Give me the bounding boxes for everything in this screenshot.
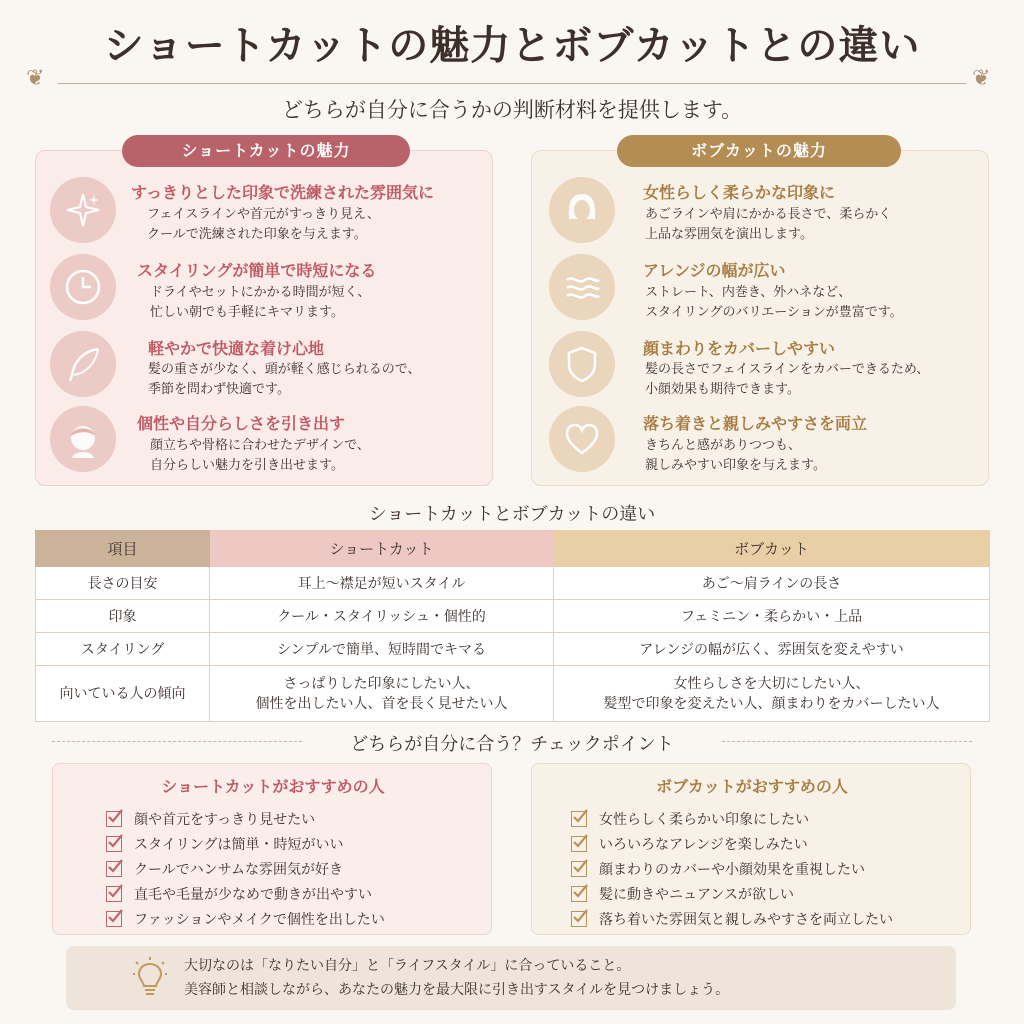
check-item <box>106 906 385 931</box>
feather-icon <box>50 331 116 397</box>
table-row <box>36 666 990 722</box>
bob-appeal-label: ボブカットの魅力 <box>617 135 901 167</box>
bob-feature-title: アレンジの幅が広い <box>643 261 786 280</box>
leaf-ornament-left-icon: ❦ <box>26 66 45 91</box>
footer-text <box>184 954 729 1002</box>
table-row <box>36 567 990 600</box>
advice-footer <box>66 946 956 1010</box>
short-appeal-label: ショートカットの魅力 <box>122 135 410 167</box>
check-item <box>571 806 893 831</box>
row-label: スタイリング <box>36 633 210 666</box>
sparkle-icon <box>50 177 116 243</box>
checkbox-icon <box>106 911 122 927</box>
short-feature-title: 個性や自分らしさを引き出す <box>137 414 346 433</box>
bob-feature-desc: ストレート、内巻き、外ハネなど、 スタイリングのバリエーションが豊富です。 <box>645 285 903 320</box>
short-feature-desc: 顔立ちや骨格に合わせたデザインで、 自分らしい魅力を引き出せます。 <box>150 438 370 473</box>
checkbox-icon <box>106 836 122 852</box>
footer-line-2: 美容師と相談しながら、あなたの魅力を最大限に引き出すスタイルを見つけましょう。 <box>184 982 730 998</box>
check-title: どちらが自分に合う？チェックポイント <box>350 734 674 755</box>
bob-hair-icon <box>549 177 615 243</box>
check-item <box>106 831 385 856</box>
short-feature-desc: フェイスラインや首元がすっきり見え、 クールで洗練された印象を与えます。 <box>147 207 380 242</box>
check-item-label: クールでハンサムな雰囲気が好き <box>134 861 344 878</box>
check-item-label: いろいろなアレンジを楽しみたい <box>599 836 808 853</box>
table-row <box>36 600 990 633</box>
check-item <box>571 831 893 856</box>
row-label: 印象 <box>36 600 210 633</box>
page-subtitle: どちらが自分に合うかの判断材料を提供します。 <box>281 98 743 122</box>
short-feature-title: スタイリングが簡単で時短になる <box>137 261 377 280</box>
footer-line-1: 大切なのは「なりたい自分」と「ライフスタイル」に合っていること。 <box>184 958 631 974</box>
check-item <box>571 881 893 906</box>
bob-check-title: ボブカットがおすすめの人 <box>656 777 848 796</box>
check-item-label: スタイリングは簡単・時短がいい <box>134 836 344 853</box>
checkbox-icon <box>106 811 122 827</box>
column-header-bob: ボブカット <box>554 531 990 567</box>
row-label: 向いている人の傾向 <box>36 666 210 722</box>
short-hair-head-icon <box>50 406 116 472</box>
bob-check-list <box>571 806 893 931</box>
check-item <box>571 906 893 931</box>
check-item-label: 顔や首元をすっきり見せたい <box>134 811 316 828</box>
check-item-label: 落ち着いた雰囲気と親しみやすさを両立したい <box>599 911 893 928</box>
bob-feature-title: 顔まわりをカバーしやすい <box>643 339 836 358</box>
short-cell: シンプルで簡単、短時間でキマる <box>210 633 554 666</box>
checkbox-icon <box>571 861 587 877</box>
table-header-row <box>36 531 990 567</box>
page-title: ショートカットの魅力とボブカットとの違い <box>103 22 921 69</box>
check-item-label: 直毛や毛量が少なめで動きが出やすい <box>134 886 372 903</box>
check-item-label: 髪に動きやニュアンスが欲しい <box>599 886 795 903</box>
heart-icon <box>549 406 615 472</box>
shield-icon <box>549 331 615 397</box>
checkbox-icon <box>571 811 587 827</box>
bob-feature-desc: きちんと感がありつつも、 親しみやすい印象を与えます。 <box>645 438 826 473</box>
column-header-short: ショートカット <box>210 531 554 567</box>
bob-cell: あご〜肩ラインの長さ <box>554 567 990 600</box>
check-item-label: ファッションやメイクで個性を出したい <box>134 911 385 928</box>
lightbulb-icon <box>132 956 168 1004</box>
column-header-item: 項目 <box>36 531 210 567</box>
check-item <box>106 856 385 881</box>
comparison-table <box>35 530 990 722</box>
short-check-title: ショートカットがおすすめの人 <box>161 777 385 796</box>
leaf-ornament-right-icon: ❦ <box>972 66 991 91</box>
checkbox-icon <box>571 911 587 927</box>
checkbox-icon <box>571 886 587 902</box>
check-item <box>106 806 385 831</box>
checkbox-icon <box>106 886 122 902</box>
bob-feature-desc: 髪の長さでフェイスラインをカバーできるため、 小顔効果も期待できます。 <box>645 362 930 397</box>
check-item <box>106 881 385 906</box>
short-check-list <box>106 806 385 931</box>
short-feature-title: すっきりとした印象で洗練された雰囲気に <box>131 183 435 202</box>
check-item-label: 女性らしく柔らかい印象にしたい <box>599 811 809 828</box>
header-divider <box>58 83 966 84</box>
table-row <box>36 633 990 666</box>
short-cell: さっぱりした印象にしたい人、 個性を出したい人、首を長く見せたい人 <box>210 666 554 722</box>
short-feature-desc: 髪の重さが少なく、頭が軽く感じられるので、 季節を問わず快適です。 <box>148 362 421 397</box>
bob-cell: フェミニン・柔らかい・上品 <box>554 600 990 633</box>
bob-cell: 女性らしさを大切にしたい人、 髪型で印象を変えたい人、顔まわりをカバーしたい人 <box>554 666 990 722</box>
bob-cell: アレンジの幅が広く、雰囲気を変えやすい <box>554 633 990 666</box>
short-check-panel <box>52 763 492 935</box>
divider-right <box>722 741 972 742</box>
short-feature-title: 軽やかで快適な着け心地 <box>148 339 325 358</box>
checkbox-icon <box>571 836 587 852</box>
short-cell: クール・スタイリッシュ・個性的 <box>210 600 554 633</box>
clock-icon <box>50 254 116 320</box>
comparison-title: ショートカットとボブカットの違い <box>368 504 656 525</box>
checkbox-icon <box>106 861 122 877</box>
short-feature-desc: ドライやセットにかかる時間が短く、 忙しい朝でも手軽にキマリます。 <box>150 285 371 320</box>
row-label: 長さの目安 <box>36 567 210 600</box>
check-item <box>571 856 893 881</box>
check-item-label: 顔まわりのカバーや小顔効果を重視したい <box>599 861 865 878</box>
wave-icon <box>549 254 615 320</box>
bob-check-panel <box>531 763 971 935</box>
bob-feature-title: 落ち着きと親しみやすさを両立 <box>643 414 868 433</box>
bob-feature-desc: あごラインや肩にかかる長さで、柔らかく 上品な雰囲気を演出します。 <box>645 207 892 242</box>
bob-feature-title: 女性らしく柔らかな印象に <box>643 183 836 202</box>
short-cell: 耳上〜襟足が短いスタイル <box>210 567 554 600</box>
